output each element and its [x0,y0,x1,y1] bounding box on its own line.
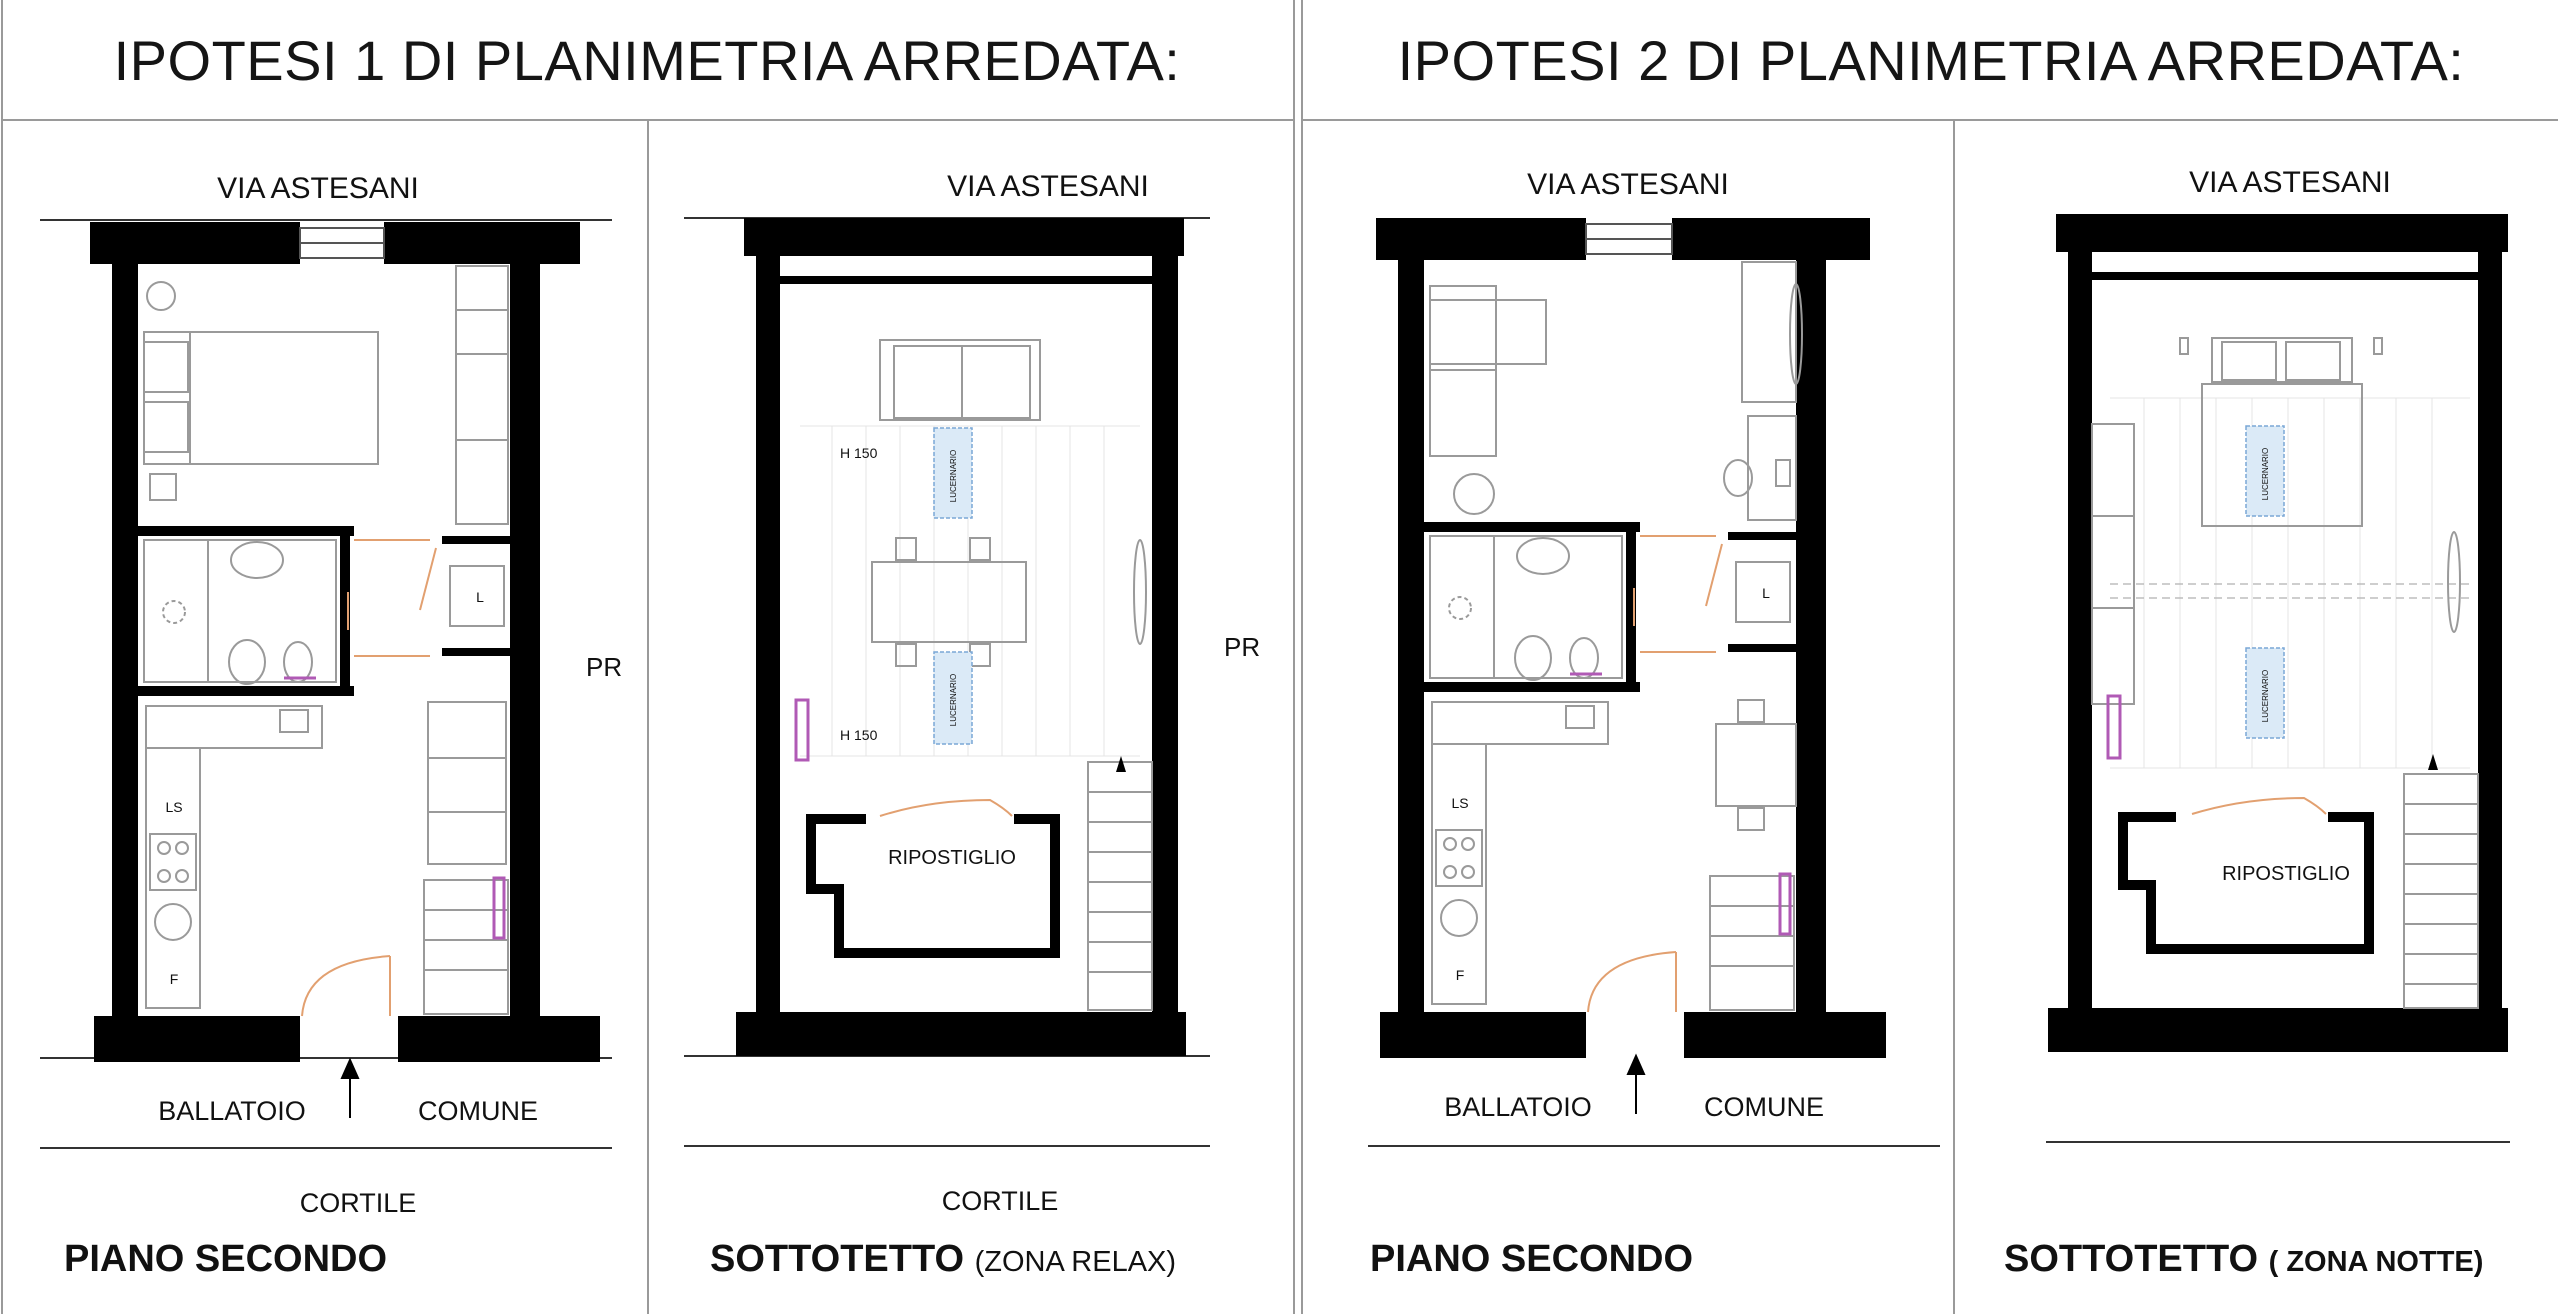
header-hypothesis-2: IPOTESI 2 DI PLANIMETRIA ARREDATA: [1397,28,2465,92]
comune-label: COMUNE [1704,1092,1824,1122]
stair-arrow [1116,756,1126,772]
doors [1588,536,1722,1012]
skylight-label: LUCERNARIO [2261,447,2270,501]
height-label-bottom: H 150 [840,727,878,743]
window-top [300,228,384,258]
title-text: PIANO SECONDO [64,1238,388,1280]
furniture [872,340,1152,1010]
roof-slope-lines [2110,398,2470,768]
radiator [2108,696,2120,758]
courtyard-label: CORTILE [941,1186,1059,1216]
doors [2192,798,2326,814]
plan-piano-secondo-1 [40,172,622,1218]
storage-label: RIPOSTIGLIO [2222,863,2350,885]
courtyard-label: CORTILE [299,1188,417,1218]
plan-title-sottotetto-relax [710,1238,1176,1281]
street-label: VIA ASTESANI [2189,166,2391,199]
fixture-marks [165,589,484,987]
header-hypothesis-1: IPOTESI 1 DI PLANIMETRIA ARREDATA: [113,28,1181,92]
title-text: SOTTOTETTO [710,1238,965,1280]
comune-label: COMUNE [418,1096,538,1126]
walls [90,222,600,1062]
fridge-mark: F [169,971,179,987]
height-label-top: H 150 [840,445,878,461]
furniture [144,266,508,1014]
window-top [1586,224,1672,254]
ballatoio-label: BALLATOIO [158,1096,306,1126]
street-label: VIA ASTESANI [947,170,1149,203]
plan-sottotetto-relax [684,170,1260,1216]
walls [736,218,1186,1056]
title-text: SOTTOTETTO [2004,1238,2259,1280]
side-mark: PR [1224,632,1261,662]
skylight-label: LUCERNARIO [949,449,958,503]
ridge-dashes [2110,584,2470,598]
walls [2048,214,2508,1052]
stair-arrow [2428,754,2438,770]
storage-label: RIPOSTIGLIO [888,847,1016,869]
furniture [1430,262,1802,1010]
plan-title-piano-secondo-2 [1370,1238,1693,1281]
skylight-label: LUCERNARIO [2261,669,2270,723]
entrance-arrow [1628,1056,1644,1114]
title-text: PIANO SECONDO [1370,1238,1694,1280]
washing-machine-mark: LS [1451,795,1469,811]
plan-title-piano-secondo-1 [64,1238,387,1281]
plan-sottotetto-notte [2046,166,2510,1142]
plan-title-sottotetto-notte [2004,1238,2483,1281]
fridge-mark: F [1455,967,1465,983]
washing-machine-mark: LS [165,799,183,815]
street-label: VIA ASTESANI [217,172,419,205]
dryer-mark: L [476,589,484,605]
dryer-mark: L [1762,585,1770,601]
walls [1376,218,1886,1058]
skylight-label: LUCERNARIO [949,673,958,727]
doors [880,800,1012,816]
fixture-marks [1451,585,1770,983]
entrance-arrow [342,1060,358,1118]
title-subtitle: (ZONA RELAX) [974,1246,1177,1278]
ballatoio-label: BALLATOIO [1444,1092,1592,1122]
plan-piano-secondo-2 [1368,168,1940,1146]
radiator [796,700,808,760]
doors [302,540,436,1016]
title-subtitle: ( ZONA NOTTE) [2268,1246,2484,1278]
side-mark: PR [586,652,623,682]
radiators [1570,674,1790,934]
street-label: VIA ASTESANI [1527,168,1729,201]
radiators [284,678,504,938]
